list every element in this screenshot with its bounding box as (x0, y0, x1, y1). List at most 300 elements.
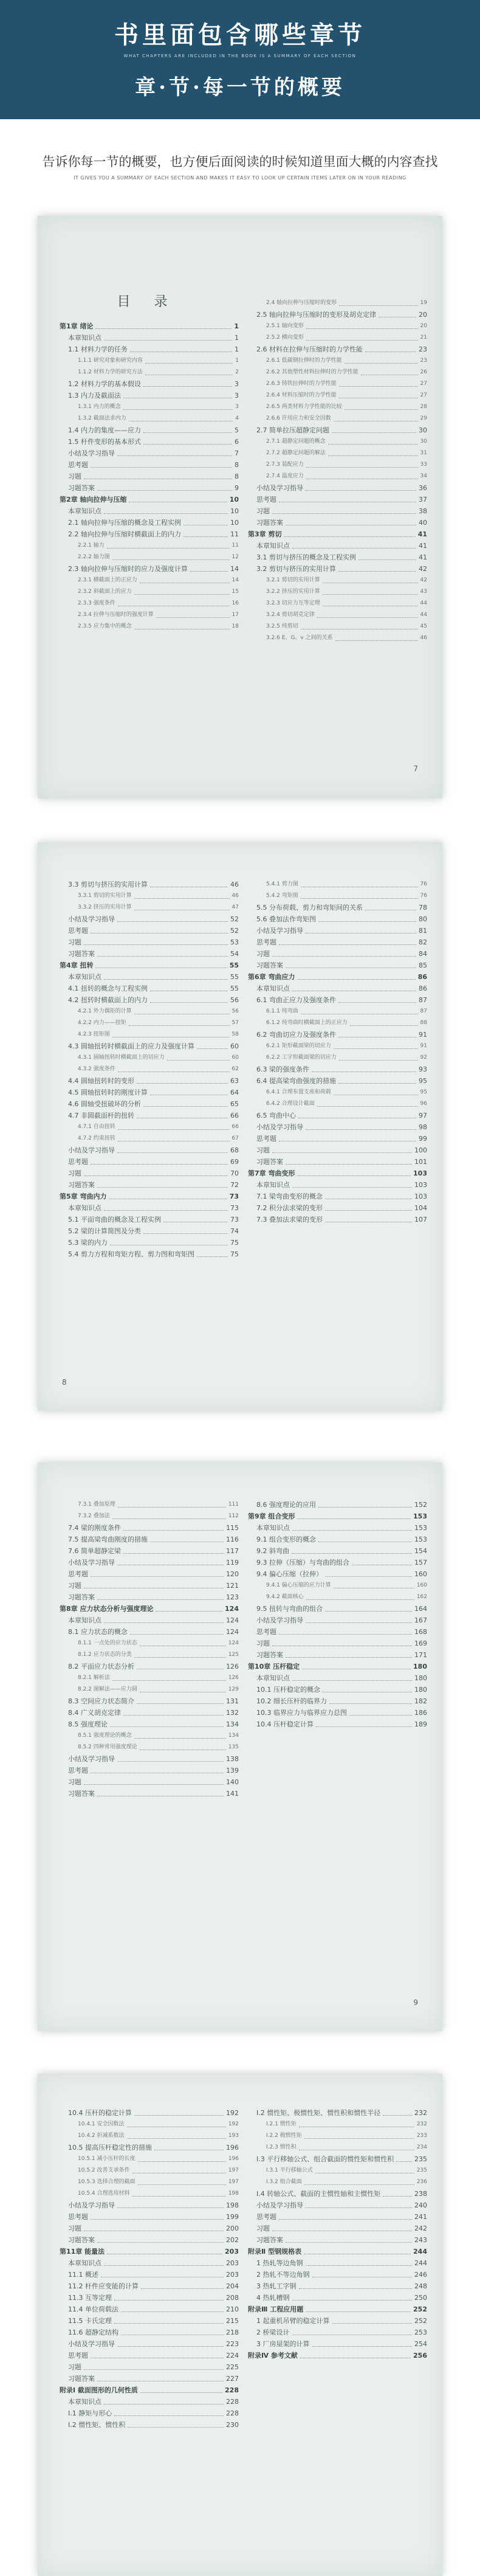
toc-entry (60, 948, 239, 960)
toc-entry-page: 3 (235, 404, 239, 410)
toc-leader-dots (97, 1599, 224, 1600)
toc-leader-dots (317, 1106, 418, 1107)
toc-entry (248, 2223, 427, 2234)
toc-leader-dots (306, 1129, 416, 1130)
toc-entry-title: 5.1 平面弯曲的概念及工程实例 (68, 1216, 161, 1224)
toc-entry-title: 8.3 空间应力状态简介 (68, 1697, 134, 1705)
toc-leader-dots (104, 340, 232, 341)
toc-leader-dots (143, 444, 232, 445)
toc-entry-page: 14 (231, 577, 239, 583)
toc-entry (60, 2350, 239, 2361)
toc-leader-dots (328, 455, 418, 456)
toc-entry-title: 9.3 拉伸（压缩）与弯曲的组合 (256, 1559, 349, 1567)
toc-entry-page: 235 (416, 2167, 427, 2173)
toc-entry-page: 250 (414, 2294, 427, 2302)
toc-leader-dots (117, 1152, 228, 1153)
toc-entry-title: 4.7 非圆截面杆的扭转 (68, 1112, 134, 1120)
toc-entry (248, 413, 427, 424)
toc-leader-dots (396, 2161, 412, 2162)
toc-entry (60, 2130, 239, 2142)
toc-entry-title: Ⅰ.2.2 极惯性矩 (266, 2133, 302, 2139)
toc-entry-title: 小结及学习指导 (256, 1123, 303, 1131)
toc-entry (60, 1522, 239, 1534)
toc-entry-page: 3 (235, 380, 239, 388)
toc-entry-title: 习题答案 (256, 2236, 283, 2244)
toc-entry-title: Ⅰ.3.1 平行移轴公式 (266, 2167, 313, 2173)
toc-entry-title: 10.4 压杆稳定计算 (256, 1720, 314, 1728)
toc-entry-page: 46 (420, 635, 427, 641)
toc-entry-title: 习题 (68, 2225, 81, 2232)
toc-entry-title: 思考题 (68, 2213, 88, 2221)
toc-leader-dots (107, 548, 230, 549)
toc-entry-title: 2.6.1 低碳钢拉伸时的力学性能 (266, 358, 342, 364)
toc-entry (60, 1237, 239, 1248)
toc-entry-title: 1.5 杆件变形的基本形式 (68, 438, 141, 446)
toc-entry-page: 86 (419, 985, 427, 992)
toc-entry-title: 8.1.2 应力状态的分类 (78, 1652, 132, 1658)
toc-entry-page: 189 (414, 1720, 427, 1728)
toc-entry-page: 84 (419, 950, 427, 958)
toc-entry-page: 140 (226, 1778, 239, 1786)
toc-column-left (60, 2107, 239, 2431)
toc-entry-title: 10.5.2 改善支承条件 (78, 2167, 130, 2173)
toc-entry (248, 2188, 427, 2200)
toc-entry-title: 8.2.1 解析法 (78, 1675, 110, 1681)
toc-entry (60, 482, 239, 494)
toc-entry (60, 1214, 239, 1225)
toc-leader-dots (338, 1083, 416, 1084)
toc-entry (248, 436, 427, 448)
toc-entry (60, 598, 239, 609)
toc-entry (248, 482, 427, 494)
toc-entry-title: 8.6 强度理论的应用 (256, 1501, 316, 1509)
toc-entry-title: 4.2 扭转时横截面上的内力 (68, 996, 148, 1004)
toc-entry-page: 180 (414, 1686, 427, 1694)
toc-entry-title: 思考题 (68, 1767, 88, 1774)
toc-entry (60, 1534, 239, 1545)
toc-leader-dots (325, 1210, 412, 1211)
toc-entry-page: 242 (414, 2225, 427, 2232)
toc-entry-page: 252 (414, 2317, 427, 2325)
toc-entry-title: 2 热轧不等边角钢 (256, 2271, 310, 2279)
toc-entry-page: 66 (231, 1124, 239, 1130)
toc-entry-title: 习题 (68, 1582, 81, 1590)
toc-entry (248, 2200, 427, 2211)
toc-entry-page: 8 (235, 461, 239, 469)
toc-entry-title: 6.3 梁的强度条件 (256, 1065, 309, 1073)
toc-entry (60, 913, 239, 925)
toc-entry (60, 1029, 239, 1040)
toc-entry-page: 236 (416, 2179, 427, 2185)
toc-entry (60, 1615, 239, 1626)
toc-entry (248, 378, 427, 390)
toc-entry-page: 244 (413, 2248, 427, 2256)
toc-entry-title: Ⅰ.2 惯性矩、惯性积 (68, 2421, 126, 2429)
toc-entry (60, 621, 239, 632)
toc-entry (60, 2408, 239, 2419)
toc-leader-dots (114, 2415, 224, 2416)
toc-entry-title: 2.3.1 横截面上的正应力 (78, 577, 137, 583)
toc-entry-page: 30 (420, 438, 427, 445)
toc-entry-page: 17 (231, 612, 239, 618)
toc-leader-dots (134, 2115, 224, 2116)
toc-entry-title: 第11章 能量法 (60, 2248, 105, 2256)
toc-leader-dots (318, 921, 416, 922)
toc-leader-dots (306, 1599, 414, 1600)
toc-entry-page: 52 (230, 927, 239, 935)
toc-entry-page: 99 (419, 1135, 427, 1143)
toc-leader-dots (279, 1634, 412, 1635)
toc-leader-dots (143, 1233, 228, 1234)
toc-entry-page: 193 (228, 2133, 239, 2139)
toc-leader-dots (95, 328, 231, 329)
toc-entry-title: 9.5 扭转与弯曲的组合 (256, 1605, 323, 1613)
toc-leader-dots (84, 944, 228, 945)
toc-leader-dots (150, 1002, 228, 1003)
toc-page-2 (38, 842, 442, 1411)
toc-entry-title: 1.4 内力的集度——应力 (68, 426, 141, 434)
toc-entry-page: 228 (226, 2409, 239, 2417)
toc-entry (60, 2176, 239, 2188)
toc-entry-page: 186 (414, 1709, 427, 1717)
toc-entry-title: 9.4 偏心压缩（拉伸） (256, 1570, 323, 1578)
toc-leader-dots (104, 1622, 224, 1623)
toc-entry (60, 2119, 239, 2130)
toc-entry (248, 2119, 427, 2130)
toc-entry-page: 93 (419, 1065, 427, 1073)
toc-entry-page: 97 (419, 1112, 427, 1120)
toc-entry-page: 95 (419, 1077, 427, 1085)
toc-entry-page: 65 (230, 1100, 239, 1108)
toc-leader-dots (156, 1611, 222, 1612)
toc-entry-title: 附录Ⅲ 工程应用题 (248, 2305, 304, 2313)
toc-entry-page: 5 (235, 426, 239, 434)
toc-entry (248, 2292, 427, 2304)
toc-entry-page: 80 (419, 915, 427, 923)
toc-entry-title: 11.4 单位荷载法 (68, 2305, 118, 2313)
toc-leader-dots (104, 513, 228, 514)
toc-entry (60, 320, 239, 332)
toc-leader-dots (118, 1129, 230, 1130)
toc-entry-title: 4.5 圆轴扭转时的刚度计算 (68, 1089, 148, 1096)
toc-leader-dots (286, 1164, 412, 1165)
toc-entry (60, 1753, 239, 1765)
toc-entry-page: 85 (419, 961, 427, 969)
toc-leader-dots (114, 2300, 224, 2301)
toc-page-3 (38, 1463, 442, 2031)
toc-entry-title: 4.2.2 内力——扭矩 (78, 1020, 126, 1026)
toc-entry-title: 习题答案 (68, 1790, 95, 1798)
toc-entry-title: 8.5.2 四种常用强度理论 (78, 1744, 137, 1750)
toc-entry-title: 2.6.2 其他塑性材料拉伸时的力学性能 (266, 369, 358, 375)
toc-entry-page: 111 (228, 1501, 239, 1508)
toc-entry-title: 3 热轧工字钢 (256, 2282, 297, 2290)
toc-entry (60, 540, 239, 552)
toc-entry-page: 41 (417, 530, 427, 538)
toc-entry-title: 习题 (68, 1778, 81, 1786)
toc-entry-page: 234 (416, 2144, 427, 2150)
toc-entry (248, 424, 427, 436)
toc-entry (60, 609, 239, 621)
toc-entry-title: 2.7.3 装配应力 (266, 462, 304, 468)
toc-entry-title: 4.7.2 约束扭转 (78, 1135, 115, 1141)
toc-entry-page: 18 (231, 623, 239, 629)
toc-entry-title: 本章知识点 (256, 1181, 290, 1189)
toc-entry-title: 6.2 弯曲切应力及强度条件 (256, 1031, 336, 1039)
toc-entry-title: 小结及学习指导 (256, 927, 303, 935)
toc-entry-title: 10.4.2 折减系数法 (78, 2133, 125, 2139)
toc-entry-title: 第8章 应力状态分析与强度理论 (60, 1605, 154, 1613)
toc-entry (248, 1591, 427, 1603)
toc-leader-dots (338, 571, 416, 572)
toc-entry (248, 994, 427, 1006)
toc-leader-dots (112, 559, 230, 560)
toc-entry-title: 8.4 广义胡克定律 (68, 1709, 121, 1717)
intro-text-en: IT GIVES YOU A SUMMARY OF EACH SECTION AND MAKES IT EASY TO LOOK UP CERTAIN ITEMS LATER ON IN YOUR READING (74, 175, 406, 181)
toc-entry-page: 253 (414, 2328, 427, 2336)
toc-entry-title: 2.5.2 横向变形 (266, 334, 304, 341)
toc-entry-page: 92 (420, 1054, 427, 1061)
toc-entry-title: 思考题 (68, 1158, 88, 1166)
toc-leader-dots (332, 432, 416, 433)
toc-entry-page: 26 (420, 369, 427, 375)
toc-entry-page: 139 (226, 1767, 239, 1774)
toc-leader-dots (123, 1715, 224, 1716)
toc-column-right (248, 1499, 427, 1730)
toc-entry-page: 129 (228, 1686, 239, 1692)
toc-page-1 (38, 216, 442, 798)
toc-entry-title: 3.3 剪切与挤压的实用计算 (68, 881, 148, 888)
toc-entry (60, 1248, 239, 1260)
toc-entry-title: 2.1 轴向拉伸与压缩的概念及工程实例 (68, 519, 181, 527)
toc-entry-page: 230 (226, 2421, 239, 2429)
toc-entry (60, 1545, 239, 1557)
toc-entry-title: 本章知识点 (68, 334, 101, 342)
toc-entry-title: 7.3 叠加法求梁的变形 (256, 1216, 323, 1224)
toc-entry (248, 2211, 427, 2223)
toc-leader-dots (339, 305, 418, 306)
toc-entry-page: 98 (419, 1123, 427, 1131)
toc-entry-page: 223 (226, 2340, 239, 2348)
toc-entry (248, 344, 427, 355)
toc-entry-page: 73 (230, 1204, 239, 1212)
toc-leader-dots (143, 432, 232, 433)
toc-leader-dots (84, 2369, 224, 2370)
toc-entry (60, 1580, 239, 1591)
toc-leader-dots (140, 2392, 222, 2393)
toc-leader-dots (167, 1060, 230, 1061)
toc-entry-title: 习题 (68, 473, 81, 480)
toc-entry (60, 937, 239, 948)
toc-entry-page: 104 (414, 1204, 427, 1212)
toc-entry (248, 517, 427, 528)
toc-entry-title: 11.5 卡氏定理 (68, 2317, 112, 2325)
toc-entry-page: 124 (226, 1616, 239, 1624)
toc-entry-page: 153 (414, 1524, 427, 1532)
toc-entry (60, 1649, 239, 1661)
toc-entry (60, 1202, 239, 1214)
toc-entry-title: 11.6 超静定结构 (68, 2328, 118, 2336)
toc-entry-page: 208 (226, 2294, 239, 2302)
toc-leader-dots (112, 1518, 226, 1519)
toc-entry-title: 思考题 (256, 1628, 276, 1636)
toc-entry-page: 103 (413, 1169, 427, 1177)
toc-entry (60, 1156, 239, 1168)
toc-column-left (60, 879, 239, 1260)
toc-entry (248, 2338, 427, 2350)
toc-entry-page: 124 (225, 1605, 239, 1613)
toc-leader-dots (292, 1530, 412, 1531)
toc-entry-title: 2.6.4 材料压缩时的力学性能 (266, 392, 337, 398)
toc-entry-page: 43 (420, 589, 427, 595)
toc-leader-dots (365, 351, 416, 352)
toc-entry (60, 960, 239, 971)
toc-leader-dots (137, 1083, 228, 1084)
toc-entry-title: 3.2.1 剪切的实用计算 (266, 577, 320, 583)
toc-entry (60, 1568, 239, 1580)
toc-entry-title: 7.3.1 叠加原理 (78, 1501, 115, 1508)
toc-entry (60, 471, 239, 482)
toc-entry-title: 4.3.2 强度条件 (78, 1066, 115, 1072)
toc-entry-title: 思考题 (256, 2213, 276, 2221)
toc-entry (248, 448, 427, 459)
toc-entry-title: 3.3.1 剪切的实用计算 (78, 893, 132, 899)
toc-entry-title: 第6章 弯曲应力 (248, 973, 295, 981)
toc-entry-page: 96 (420, 1101, 427, 1107)
toc-entry-page: 153 (414, 1536, 427, 1543)
toc-entry (60, 1730, 239, 1742)
toc-entry-page: 82 (419, 938, 427, 946)
toc-entry-title: 1.3.2 截面法求内力 (78, 415, 126, 421)
toc-entry-page: 91 (420, 1043, 427, 1049)
toc-entry-page: 88 (420, 1020, 427, 1026)
toc-entry (60, 1557, 239, 1568)
toc-leader-dots (121, 2311, 224, 2312)
toc-entry (248, 2234, 427, 2246)
toc-leader-dots (134, 1657, 226, 1658)
toc-leader-dots (91, 1576, 224, 1577)
toc-entry-title: 3 厂房屋架的计算 (256, 2340, 310, 2348)
toc-entry (60, 1006, 239, 1017)
toc-entry (248, 2153, 427, 2165)
toc-entry (248, 2246, 427, 2257)
toc-entry-page: 112 (228, 1513, 239, 1519)
toc-column-right (248, 879, 427, 1225)
toc-entry-page: 1 (235, 334, 239, 342)
toc-entry-page: 60 (231, 1054, 239, 1061)
toc-entry-page: 248 (414, 2282, 427, 2290)
toc-entry-page: 134 (228, 1733, 239, 1739)
toc-entry-title: 4.4 圆轴扭转时的变形 (68, 1077, 134, 1085)
toc-leader-dots (279, 2219, 412, 2220)
toc-entry-title: 习题答案 (68, 484, 95, 492)
toc-entry-page: 41 (419, 542, 427, 550)
toc-entry-title: 习题答案 (68, 2375, 95, 2383)
toc-entry (60, 2142, 239, 2153)
toc-entry-page: 15 (231, 589, 239, 595)
toc-entry-page: 228 (225, 2386, 239, 2394)
toc-leader-dots (383, 2115, 412, 2116)
toc-entry-title: 第3章 剪切 (248, 530, 282, 538)
toc-entry-title: 2 桥梁设计 (256, 2328, 290, 2336)
toc-entry-page: 38 (419, 507, 427, 515)
toc-entry-title: Ⅰ.1 静矩与形心 (68, 2409, 112, 2417)
toc-column-right (248, 297, 427, 644)
toc-entry-title: 7.5 提高梁弯曲刚度的措施 (68, 1536, 148, 1543)
toc-entry (248, 309, 427, 320)
toc-entry-page: 252 (413, 2305, 427, 2313)
toc-leader-dots (297, 1518, 411, 1519)
toc-leader-dots (292, 1187, 412, 1188)
toc-entry-title: 2.5.1 轴向变形 (266, 323, 304, 329)
toc-title: 目 录 (117, 294, 177, 310)
toc-entry (60, 378, 239, 390)
toc-entry (248, 960, 427, 971)
toc-entry-page: 46 (231, 893, 239, 899)
toc-leader-dots (345, 363, 418, 364)
toc-entry-title: 小结及学习指导 (256, 2201, 303, 2209)
toc-entry-page: 160 (414, 1570, 427, 1578)
toc-entry (248, 1214, 427, 1225)
toc-entry (248, 459, 427, 471)
toc-entry-title: 习题答案 (68, 2236, 95, 2244)
toc-entry (60, 2304, 239, 2315)
toc-entry (248, 1075, 427, 1087)
toc-leader-dots (338, 1002, 416, 1003)
toc-leader-dots (286, 1657, 412, 1658)
toc-entry-page: 34 (420, 473, 427, 479)
toc-entry-title: 习题答案 (256, 519, 283, 527)
toc-entry (248, 2130, 427, 2142)
toc-entry-title: 习题 (256, 1146, 270, 1154)
toc-entry-title: 6.4 提高梁弯曲强度的措施 (256, 1077, 336, 1085)
toc-entry-page: 132 (226, 1709, 239, 1717)
toc-entry-title: 本章知识点 (256, 1674, 290, 1682)
toc-entry-page: 66 (230, 1112, 239, 1120)
toc-entry-page: 64 (230, 1089, 239, 1096)
toc-entry (248, 1695, 427, 1707)
toc-entry-page: 126 (228, 1675, 239, 1681)
toc-leader-dots (306, 467, 418, 468)
toc-entry-title: 6.4.2 合理设计截面 (266, 1101, 315, 1107)
toc-entry (60, 1133, 239, 1144)
toc-entry-page: 241 (414, 2213, 427, 2221)
toc-leader-dots (143, 1106, 228, 1107)
toc-entry-page: 23 (420, 358, 427, 364)
toc-entry-title: 习题 (256, 507, 270, 515)
toc-leader-dots (117, 455, 232, 456)
toc-entry (60, 413, 239, 424)
toc-entry (248, 1534, 427, 1545)
intro-text: 告诉你每一节的概要，也方便后面阅读的时候知道里面大概的内容查找 (42, 154, 438, 169)
toc-entry (248, 632, 427, 644)
toc-entry-page: 73 (229, 1193, 239, 1200)
toc-entry-page: 91 (419, 1031, 427, 1039)
toc-leader-dots (110, 1726, 224, 1727)
toc-entry (248, 1110, 427, 1121)
toc-entry-title: 思考题 (256, 496, 276, 504)
toc-entry-page: 192 (228, 2121, 239, 2127)
toc-entry-page: 121 (226, 1582, 239, 1590)
toc-entry-title: 习题答案 (256, 961, 283, 969)
toc-entry-page: 73 (230, 1216, 239, 1224)
toc-entry-page: 167 (414, 1616, 427, 1624)
toc-entry-title: 第10章 压杆稳定 (248, 1663, 300, 1671)
toc-entry (60, 1225, 239, 1237)
toc-entry-page: 256 (413, 2352, 427, 2360)
toc-entry-page: 3 (235, 392, 239, 400)
toc-entry (248, 983, 427, 994)
